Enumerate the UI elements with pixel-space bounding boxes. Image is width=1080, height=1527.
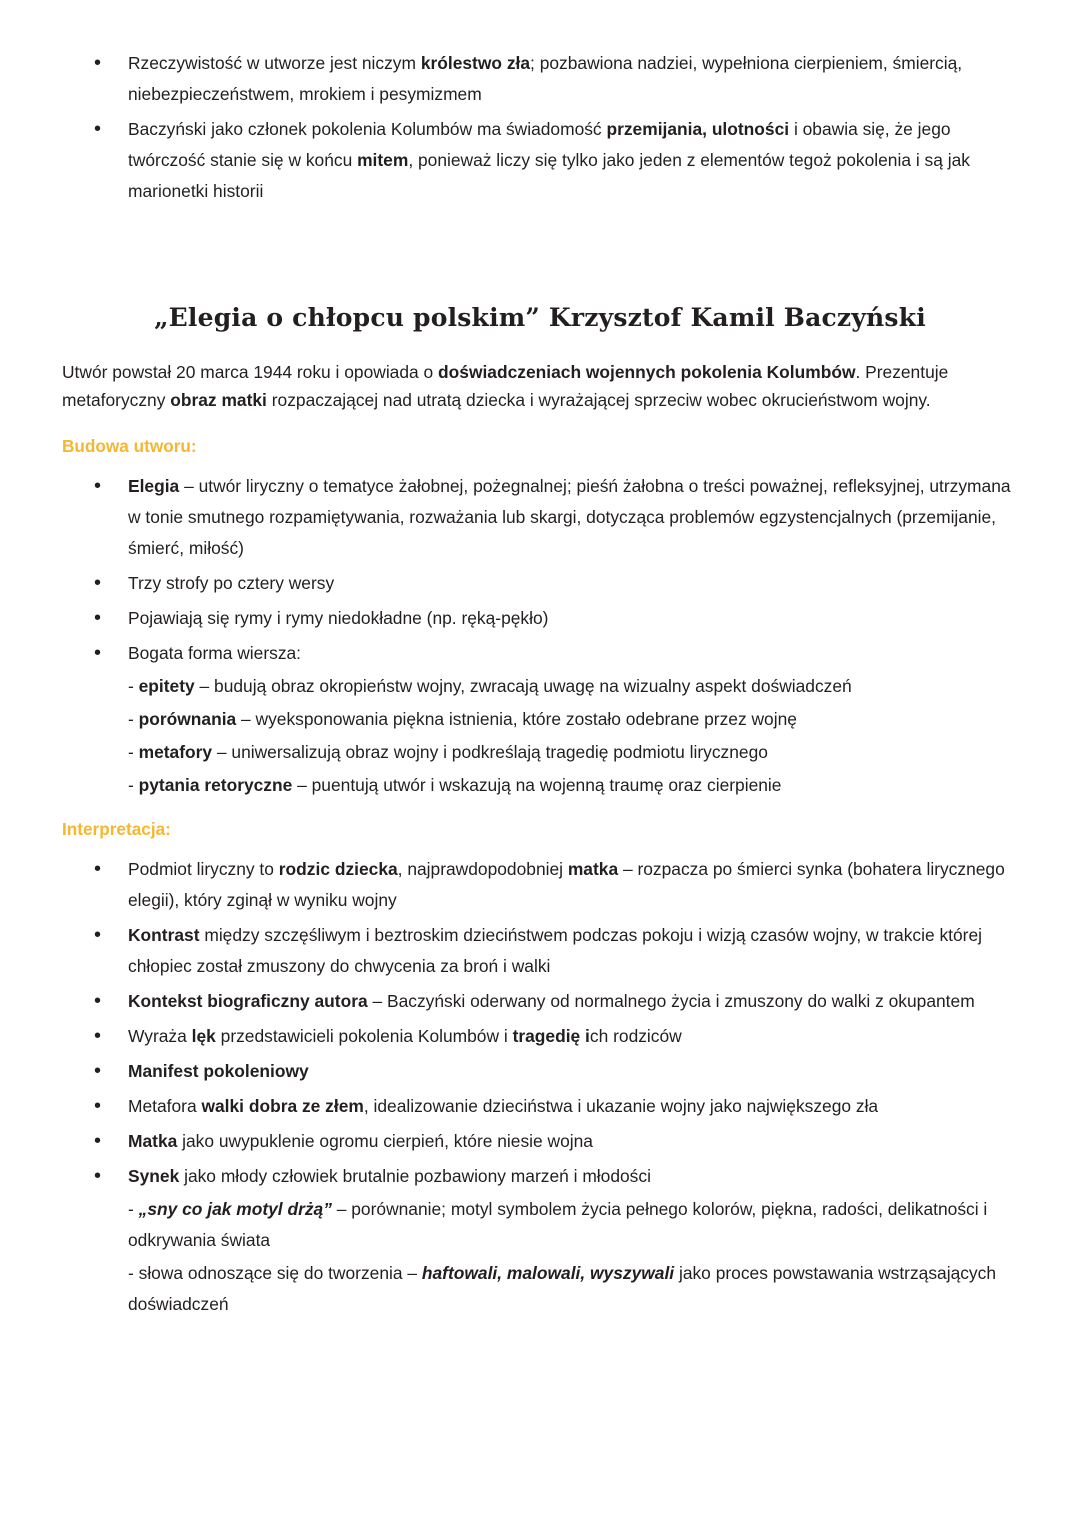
text-run: Synek (128, 1165, 180, 1186)
text-run: porównania (138, 709, 237, 729)
text-run: – puentują utwór i wskazują na wojenną traumę oraz cierpienie (292, 774, 782, 795)
text-run: lęk (191, 1025, 216, 1046)
text-run: epitety (138, 676, 195, 697)
text-run: tragedię i (512, 1025, 590, 1046)
text-run: Matka (128, 1130, 178, 1151)
list-item-text (128, 1131, 593, 1151)
list-item-text (128, 476, 1011, 558)
list-subline (128, 1258, 1018, 1320)
text-run: doświadczeniach wojennych pokolenia Kolumbów (438, 361, 856, 382)
text-run: – uniwersalizują obraz wojny i podkreślają tragedię podmiotu lirycznego (212, 741, 768, 762)
text-run: - (128, 709, 139, 729)
text-run: jako młody człowiek brutalnie pozbawiony marzeń i młodości (179, 1165, 651, 1186)
interpretacja-list (62, 854, 1018, 1320)
text-run: między szczęśliwym i beztroskim dzieciństwem podczas pokoju i wizją czasów wojny, w trakcie której chłopiec został zmuszony do chwycenia za broń i walki (128, 924, 982, 976)
text-run: Metafora (128, 1095, 202, 1116)
list-item-text (128, 859, 1005, 910)
text-run: królestwo zła (420, 53, 531, 73)
list-item (62, 603, 1018, 634)
text-run: – rozpacza po śmierci synka (bohatera lirycznego elegii), który zginął w wyniku wojny (128, 858, 1005, 910)
text-run: przedstawicieli pokolenia Kolumbów i (215, 1025, 513, 1046)
text-run: – utwór liryczny o tematyce żałobnej, pożegnalnej; pieśń żałobna o treści poważnej, refleksyjnej, utrzymana w tonie smutnego rozpamiętywania, rozważania lub skargi, dotycząca problemów egzystencjalnych (przemijanie, śmierć, miłość) (128, 476, 1011, 559)
list-item-text (128, 643, 301, 663)
list-subline (128, 704, 1018, 735)
list-item-text (128, 1061, 309, 1081)
list-item-text (128, 991, 975, 1011)
text-run: ch rodziców (589, 1025, 682, 1046)
list-subline (128, 1194, 1018, 1256)
text-run: „sny co jak motyl drżą” (138, 1198, 332, 1219)
text-run: , ponieważ liczy się tylko jako jeden z elementów tegoż pokolenia i są jak marionetki historii (128, 149, 970, 201)
text-run: – budują obraz okropieństw wojny, zwracają uwagę na wizualny aspekt doświadczeń (194, 676, 852, 697)
text-run: . Prezentuje metaforyczny (62, 361, 949, 411)
list-item-text (128, 573, 334, 593)
list-item-text (128, 1096, 878, 1116)
text-run: Podmiot liryczny to (128, 858, 279, 879)
text-run: , idealizowanie dzieciństwa i ukazanie wojny jako największego zła (363, 1095, 879, 1116)
text-run: Rzeczywistość w utworze jest niczym (128, 53, 421, 73)
list-subline (128, 737, 1018, 768)
text-run: - słowa odnoszące się do tworzenia – (128, 1262, 422, 1283)
list-item-text (128, 53, 962, 104)
list-subline (128, 671, 1018, 702)
text-run: pytania retoryczne (138, 774, 293, 795)
list-item (62, 114, 1018, 207)
text-run: Wyraża (128, 1025, 192, 1046)
text-run: metafory (138, 741, 213, 762)
list-item (62, 1126, 1018, 1157)
text-run: Trzy strofy po cztery wersy (128, 573, 335, 594)
list-item (62, 854, 1018, 916)
text-run: - (128, 1198, 139, 1219)
text-run: walki dobra ze złem (201, 1095, 364, 1116)
list-item (62, 1091, 1018, 1122)
text-run: matka (567, 858, 619, 879)
text-run: - (128, 741, 139, 762)
text-run: Utwór powstał 20 marca 1944 roku i opowiada o (62, 361, 439, 382)
text-run: przemijania, ulotności (606, 118, 790, 139)
text-run: Kontekst biograficzny autora (128, 990, 368, 1011)
text-run: i obawia się, że jego twórczość stanie się w końcu (128, 118, 951, 170)
text-run: , najprawdopodobniej (397, 858, 568, 879)
text-run: - (128, 774, 139, 795)
text-run: Baczyński jako członek pokolenia Kolumbów ma świadomość (128, 118, 607, 139)
list-item-text (128, 608, 548, 628)
list-item-text (128, 119, 970, 201)
text-run: obraz matki (170, 390, 267, 411)
list-item (62, 638, 1018, 801)
text-run: jako proces powstawania wstrząsających doświadczeń (128, 1262, 996, 1314)
list-item (62, 568, 1018, 599)
list-item (62, 1021, 1018, 1052)
list-subline (128, 770, 1018, 801)
text-run: haftowali, malowali, wyszywali (421, 1262, 675, 1283)
text-run: Elegia (128, 476, 180, 497)
list-item-text (128, 925, 982, 976)
text-run: jako uwypuklenie ogromu cierpień, które niesie wojna (177, 1130, 593, 1151)
list-item-text (128, 1166, 651, 1186)
poem-title: „Elegia o chłopcu polskim” Krzysztof Kamil Baczyński (154, 302, 926, 332)
list-item (62, 1161, 1018, 1320)
text-run: mitem (357, 149, 409, 170)
text-run: Manifest pokoleniowy (128, 1060, 309, 1081)
text-run: – porównanie; motyl symbolem życia pełnego kolorów, piękna, radości, delikatności i odkrywania świata (128, 1198, 988, 1250)
poem-intro-paragraph (62, 358, 1018, 414)
list-item (62, 920, 1018, 982)
list-item (62, 48, 1018, 110)
text-run: Bogata forma wiersza: (128, 643, 302, 664)
text-run: ; pozbawiona nadziei, wypełniona cierpieniem, śmiercią, niebezpieczeństwem, mrokiem i pesymizmem (128, 53, 963, 104)
text-run: – wyeksponowania piękna istnienia, które zostało odebrane przez wojnę (236, 709, 797, 729)
text-run: Pojawiają się rymy i rymy niedokładne (np. ręką-pękło) (128, 608, 549, 629)
section-heading-interpretacja: Interpretacja: (62, 818, 171, 839)
list-item (62, 1056, 1018, 1087)
budowa-list (62, 471, 1018, 801)
text-run: – Baczyński oderwany od normalnego życia i zmuszony do walki z okupantem (367, 990, 975, 1011)
section-heading-budowa: Budowa utworu: (62, 436, 197, 457)
text-run: Kontrast (128, 924, 200, 945)
list-item (62, 471, 1018, 564)
list-item (62, 986, 1018, 1017)
top-notes-list (62, 48, 1018, 207)
text-run: rozpaczającej nad utratą dziecka i wyrażającej sprzeciw wobec okrucieństwom wojny. (266, 390, 931, 411)
text-run: rodzic dziecka (278, 858, 398, 879)
list-item-text (128, 1026, 682, 1046)
text-run: - (128, 676, 139, 697)
